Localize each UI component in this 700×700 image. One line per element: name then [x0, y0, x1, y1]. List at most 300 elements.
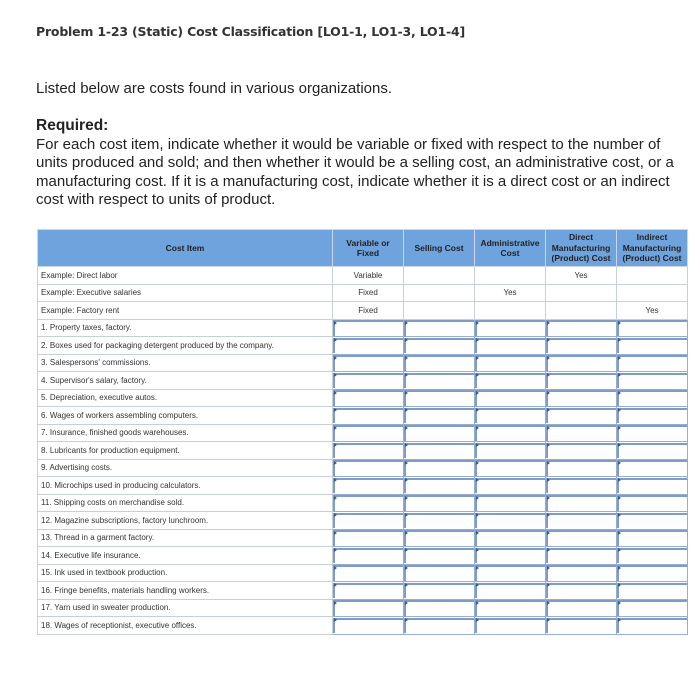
administrative-dropdown-cell[interactable] — [475, 512, 546, 530]
variable-fixed-dropdown[interactable] — [333, 618, 403, 634]
dropdown-marker-icon — [618, 478, 621, 482]
direct-dropdown-cell[interactable] — [546, 564, 617, 582]
indirect-dropdown[interactable] — [617, 548, 687, 564]
cost-item-row — [38, 337, 688, 355]
selling-dropdown[interactable] — [404, 338, 474, 354]
indirect-dropdown-cell[interactable] — [617, 407, 688, 425]
administrative-dropdown[interactable] — [475, 618, 545, 634]
variable-fixed-dropdown[interactable] — [333, 338, 403, 354]
administrative-dropdown-cell[interactable] — [475, 617, 546, 635]
variable-fixed-dropdown-cell[interactable] — [333, 389, 404, 407]
dropdown-marker-icon — [405, 583, 408, 587]
dropdown-marker-icon — [405, 426, 408, 430]
cost-item-row — [38, 477, 688, 495]
selling-dropdown[interactable] — [404, 565, 474, 581]
selling-dropdown[interactable] — [404, 460, 474, 476]
dropdown-marker-icon — [334, 496, 337, 500]
example-variable-fixed-value: Fixed — [333, 284, 404, 302]
selling-dropdown[interactable] — [404, 618, 474, 634]
indirect-dropdown[interactable] — [617, 373, 687, 389]
variable-fixed-dropdown-cell[interactable] — [333, 564, 404, 582]
dropdown-marker-icon — [547, 531, 550, 535]
selling-dropdown-cell[interactable] — [404, 529, 475, 547]
cost-item-row — [38, 424, 688, 442]
selling-dropdown[interactable] — [404, 373, 474, 389]
example-selling-value — [404, 284, 475, 302]
cost-item-row — [38, 599, 688, 617]
variable-fixed-dropdown[interactable] — [333, 408, 403, 424]
cost-item-label: Example: Factory rent — [38, 302, 333, 320]
dropdown-marker-icon — [547, 566, 550, 570]
dropdown-marker-icon — [405, 373, 408, 377]
direct-dropdown[interactable] — [546, 373, 616, 389]
required-heading: Required: — [36, 117, 109, 134]
dropdown-marker-icon — [334, 478, 337, 482]
variable-fixed-dropdown-cell[interactable] — [333, 512, 404, 530]
selling-dropdown-cell[interactable] — [404, 407, 475, 425]
selling-dropdown[interactable] — [404, 600, 474, 616]
dropdown-marker-icon — [618, 601, 621, 605]
variable-fixed-dropdown[interactable] — [333, 425, 403, 441]
direct-dropdown-cell[interactable] — [546, 494, 617, 512]
indirect-dropdown-cell[interactable] — [617, 372, 688, 390]
dropdown-marker-icon — [405, 338, 408, 342]
direct-dropdown-cell[interactable] — [546, 354, 617, 372]
direct-dropdown[interactable] — [546, 443, 616, 459]
indirect-dropdown[interactable] — [617, 443, 687, 459]
cost-item-label: 8. Lubricants for production equipment. — [38, 442, 333, 460]
example-row — [38, 302, 688, 320]
indirect-dropdown[interactable] — [617, 320, 687, 336]
dropdown-marker-icon — [547, 443, 550, 447]
indirect-dropdown[interactable] — [617, 460, 687, 476]
selling-dropdown-cell[interactable] — [404, 389, 475, 407]
variable-fixed-dropdown-cell[interactable] — [333, 424, 404, 442]
administrative-dropdown[interactable] — [475, 390, 545, 406]
example-indirect-value — [617, 267, 688, 285]
cost-item-row — [38, 547, 688, 565]
indirect-dropdown-cell[interactable] — [617, 389, 688, 407]
administrative-dropdown-cell[interactable] — [475, 529, 546, 547]
administrative-dropdown-cell[interactable] — [475, 494, 546, 512]
cost-item-label: 1. Property taxes, factory. — [38, 319, 333, 337]
dropdown-marker-icon — [334, 513, 337, 517]
administrative-dropdown[interactable] — [475, 513, 545, 529]
dropdown-marker-icon — [618, 356, 621, 360]
variable-fixed-dropdown-cell[interactable] — [333, 617, 404, 635]
indirect-dropdown[interactable] — [617, 478, 687, 494]
direct-dropdown-cell[interactable] — [546, 407, 617, 425]
dropdown-marker-icon — [547, 496, 550, 500]
direct-dropdown[interactable] — [546, 618, 616, 634]
selling-dropdown-cell[interactable] — [404, 442, 475, 460]
administrative-dropdown-cell[interactable] — [475, 424, 546, 442]
cost-item-label: 16. Fringe benefits, materials handling workers. — [38, 582, 333, 600]
example-selling-value — [404, 267, 475, 285]
dropdown-marker-icon — [618, 408, 621, 412]
administrative-dropdown[interactable] — [475, 355, 545, 371]
cost-item-label: 15. Ink used in textbook production. — [38, 564, 333, 582]
direct-dropdown[interactable] — [546, 390, 616, 406]
indirect-dropdown[interactable] — [617, 600, 687, 616]
indirect-dropdown[interactable] — [617, 408, 687, 424]
indirect-dropdown-cell[interactable] — [617, 354, 688, 372]
dropdown-marker-icon — [334, 566, 337, 570]
administrative-dropdown[interactable] — [475, 583, 545, 599]
direct-dropdown[interactable] — [546, 548, 616, 564]
dropdown-marker-icon — [547, 478, 550, 482]
indirect-dropdown-cell[interactable] — [617, 424, 688, 442]
direct-dropdown-cell[interactable] — [546, 442, 617, 460]
indirect-dropdown[interactable] — [617, 565, 687, 581]
direct-dropdown-cell[interactable] — [546, 459, 617, 477]
dropdown-marker-icon — [476, 338, 479, 342]
administrative-dropdown-cell[interactable] — [475, 337, 546, 355]
variable-fixed-dropdown[interactable] — [333, 460, 403, 476]
cost-item-label: 4. Supervisor's salary, factory. — [38, 372, 333, 390]
cost-item-label: 14. Executive life insurance. — [38, 547, 333, 565]
dropdown-marker-icon — [476, 443, 479, 447]
selling-dropdown-cell[interactable] — [404, 599, 475, 617]
cost-item-label: 18. Wages of receptionist, executive offices. — [38, 617, 333, 635]
dropdown-marker-icon — [476, 478, 479, 482]
direct-dropdown[interactable] — [546, 408, 616, 424]
direct-dropdown-cell[interactable] — [546, 512, 617, 530]
dropdown-marker-icon — [618, 461, 621, 465]
dropdown-marker-icon — [334, 583, 337, 587]
administrative-dropdown[interactable] — [475, 548, 545, 564]
dropdown-marker-icon — [405, 461, 408, 465]
administrative-dropdown[interactable] — [475, 443, 545, 459]
dropdown-marker-icon — [547, 618, 550, 622]
cost-item-label: 13. Thread in a garment factory. — [38, 529, 333, 547]
cost-item-row — [38, 582, 688, 600]
selling-dropdown[interactable] — [404, 355, 474, 371]
direct-dropdown[interactable] — [546, 600, 616, 616]
cost-item-label: 11. Shipping costs on merchandise sold. — [38, 494, 333, 512]
selling-dropdown[interactable] — [404, 530, 474, 546]
cost-item-label: 7. Insurance, finished goods warehouses. — [38, 424, 333, 442]
indirect-dropdown-cell[interactable] — [617, 617, 688, 635]
intro-text: Listed below are costs found in various organizations. — [36, 80, 393, 97]
indirect-dropdown[interactable] — [617, 425, 687, 441]
variable-fixed-dropdown-cell[interactable] — [333, 494, 404, 512]
dropdown-marker-icon — [334, 408, 337, 412]
selling-dropdown-cell[interactable] — [404, 354, 475, 372]
administrative-dropdown[interactable] — [475, 460, 545, 476]
variable-fixed-dropdown[interactable] — [333, 600, 403, 616]
required-text: For each cost item, indicate whether it would be variable or fixed with respect to the number of units produced and sold; and then whether it would be a selling cost, an administrative cost, or a manufacturing cost. If it is a manufacturing cost, indicate whether it is a direct cost or an indirect cost with respect to units of product. — [36, 136, 674, 209]
dropdown-marker-icon — [334, 391, 337, 395]
variable-fixed-dropdown-cell[interactable] — [333, 407, 404, 425]
selling-dropdown-cell[interactable] — [404, 582, 475, 600]
administrative-dropdown-cell[interactable] — [475, 389, 546, 407]
selling-dropdown-cell[interactable] — [404, 547, 475, 565]
indirect-dropdown[interactable] — [617, 530, 687, 546]
indirect-dropdown[interactable] — [617, 495, 687, 511]
dropdown-marker-icon — [405, 531, 408, 535]
dropdown-marker-icon — [547, 321, 550, 325]
variable-fixed-dropdown-cell[interactable] — [333, 372, 404, 390]
variable-fixed-dropdown[interactable] — [333, 355, 403, 371]
example-direct-value: Yes — [546, 267, 617, 285]
indirect-dropdown-cell[interactable] — [617, 547, 688, 565]
administrative-dropdown-cell[interactable] — [475, 319, 546, 337]
direct-dropdown-cell[interactable] — [546, 617, 617, 635]
variable-fixed-dropdown[interactable] — [333, 530, 403, 546]
indirect-dropdown-cell[interactable] — [617, 599, 688, 617]
selling-dropdown[interactable] — [404, 320, 474, 336]
example-indirect-value — [617, 284, 688, 302]
cost-item-row — [38, 372, 688, 390]
administrative-dropdown[interactable] — [475, 320, 545, 336]
administrative-dropdown[interactable] — [475, 565, 545, 581]
header-variable-fixed: Variable or Fixed — [333, 230, 404, 267]
indirect-dropdown[interactable] — [617, 513, 687, 529]
cost-item-label: 12. Magazine subscriptions, factory lunchroom. — [38, 512, 333, 530]
direct-dropdown[interactable] — [546, 565, 616, 581]
cost-item-label: 17. Yarn used in sweater production. — [38, 599, 333, 617]
selling-dropdown[interactable] — [404, 548, 474, 564]
indirect-dropdown[interactable] — [617, 390, 687, 406]
administrative-dropdown[interactable] — [475, 373, 545, 389]
dropdown-marker-icon — [334, 356, 337, 360]
direct-dropdown[interactable] — [546, 338, 616, 354]
administrative-dropdown-cell[interactable] — [475, 599, 546, 617]
header-cost-item: Cost Item — [38, 230, 333, 267]
direct-dropdown[interactable] — [546, 460, 616, 476]
dropdown-marker-icon — [476, 408, 479, 412]
example-variable-fixed-value: Fixed — [333, 302, 404, 320]
administrative-dropdown[interactable] — [475, 338, 545, 354]
administrative-dropdown[interactable] — [475, 478, 545, 494]
direct-dropdown-cell[interactable] — [546, 389, 617, 407]
dropdown-marker-icon — [547, 426, 550, 430]
direct-dropdown-cell[interactable] — [546, 319, 617, 337]
cost-item-label: 3. Salespersons' commissions. — [38, 354, 333, 372]
administrative-dropdown-cell[interactable] — [475, 582, 546, 600]
cost-classification-table — [37, 229, 688, 635]
variable-fixed-dropdown[interactable] — [333, 390, 403, 406]
cost-item-row — [38, 529, 688, 547]
cost-item-row — [38, 564, 688, 582]
dropdown-marker-icon — [476, 321, 479, 325]
indirect-dropdown[interactable] — [617, 338, 687, 354]
dropdown-marker-icon — [618, 443, 621, 447]
indirect-dropdown-cell[interactable] — [617, 442, 688, 460]
indirect-dropdown-cell[interactable] — [617, 459, 688, 477]
variable-fixed-dropdown-cell[interactable] — [333, 529, 404, 547]
direct-dropdown[interactable] — [546, 530, 616, 546]
direct-dropdown[interactable] — [546, 355, 616, 371]
selling-dropdown-cell[interactable] — [404, 372, 475, 390]
administrative-dropdown[interactable] — [475, 408, 545, 424]
selling-dropdown[interactable] — [404, 425, 474, 441]
indirect-dropdown-cell[interactable] — [617, 564, 688, 582]
administrative-dropdown[interactable] — [475, 600, 545, 616]
example-administrative-value — [475, 302, 546, 320]
dropdown-marker-icon — [547, 408, 550, 412]
indirect-dropdown-cell[interactable] — [617, 494, 688, 512]
selling-dropdown-cell[interactable] — [404, 424, 475, 442]
administrative-dropdown-cell[interactable] — [475, 459, 546, 477]
dropdown-marker-icon — [547, 548, 550, 552]
variable-fixed-dropdown[interactable] — [333, 373, 403, 389]
direct-dropdown-cell[interactable] — [546, 599, 617, 617]
cost-item-row — [38, 494, 688, 512]
indirect-dropdown-cell[interactable] — [617, 512, 688, 530]
direct-dropdown-cell[interactable] — [546, 477, 617, 495]
direct-dropdown-cell[interactable] — [546, 582, 617, 600]
selling-dropdown-cell[interactable] — [404, 337, 475, 355]
variable-fixed-dropdown[interactable] — [333, 565, 403, 581]
dropdown-marker-icon — [618, 496, 621, 500]
header-administrative-cost: Administrative Cost — [475, 230, 546, 267]
dropdown-marker-icon — [618, 391, 621, 395]
administrative-dropdown-cell[interactable] — [475, 477, 546, 495]
dropdown-marker-icon — [618, 583, 621, 587]
indirect-dropdown-cell[interactable] — [617, 337, 688, 355]
selling-dropdown[interactable] — [404, 443, 474, 459]
variable-fixed-dropdown[interactable] — [333, 478, 403, 494]
variable-fixed-dropdown[interactable] — [333, 583, 403, 599]
dropdown-marker-icon — [618, 566, 621, 570]
indirect-dropdown-cell[interactable] — [617, 529, 688, 547]
dropdown-marker-icon — [334, 531, 337, 535]
header-indirect-manufacturing: Indirect Manufacturing (Product) Cost — [617, 230, 688, 267]
indirect-dropdown-cell[interactable] — [617, 582, 688, 600]
dropdown-marker-icon — [547, 356, 550, 360]
dropdown-marker-icon — [405, 321, 408, 325]
variable-fixed-dropdown-cell[interactable] — [333, 442, 404, 460]
direct-dropdown-cell[interactable] — [546, 424, 617, 442]
selling-dropdown[interactable] — [404, 513, 474, 529]
administrative-dropdown-cell[interactable] — [475, 354, 546, 372]
direct-dropdown-cell[interactable] — [546, 337, 617, 355]
administrative-dropdown-cell[interactable] — [475, 442, 546, 460]
dropdown-marker-icon — [476, 356, 479, 360]
cost-item-row — [38, 407, 688, 425]
selling-dropdown-cell[interactable] — [404, 512, 475, 530]
variable-fixed-dropdown-cell[interactable] — [333, 319, 404, 337]
variable-fixed-dropdown-cell[interactable] — [333, 477, 404, 495]
dropdown-marker-icon — [618, 513, 621, 517]
dropdown-marker-icon — [405, 566, 408, 570]
variable-fixed-dropdown-cell[interactable] — [333, 582, 404, 600]
variable-fixed-dropdown[interactable] — [333, 548, 403, 564]
direct-dropdown[interactable] — [546, 320, 616, 336]
selling-dropdown-cell[interactable] — [404, 564, 475, 582]
dropdown-marker-icon — [334, 373, 337, 377]
dropdown-marker-icon — [405, 548, 408, 552]
direct-dropdown[interactable] — [546, 583, 616, 599]
direct-dropdown-cell[interactable] — [546, 372, 617, 390]
dropdown-marker-icon — [334, 426, 337, 430]
selling-dropdown[interactable] — [404, 495, 474, 511]
variable-fixed-dropdown[interactable] — [333, 513, 403, 529]
selling-dropdown[interactable] — [404, 408, 474, 424]
cost-item-row — [38, 459, 688, 477]
dropdown-marker-icon — [405, 443, 408, 447]
dropdown-marker-icon — [618, 321, 621, 325]
example-row — [38, 267, 688, 285]
selling-dropdown[interactable] — [404, 390, 474, 406]
dropdown-marker-icon — [618, 531, 621, 535]
variable-fixed-dropdown-cell[interactable] — [333, 459, 404, 477]
dropdown-marker-icon — [618, 618, 621, 622]
cost-item-label: 5. Depreciation, executive autos. — [38, 389, 333, 407]
administrative-dropdown-cell[interactable] — [475, 547, 546, 565]
selling-dropdown-cell[interactable] — [404, 459, 475, 477]
dropdown-marker-icon — [405, 408, 408, 412]
direct-dropdown[interactable] — [546, 478, 616, 494]
variable-fixed-dropdown-cell[interactable] — [333, 354, 404, 372]
dropdown-marker-icon — [476, 583, 479, 587]
variable-fixed-dropdown[interactable] — [333, 495, 403, 511]
dropdown-marker-icon — [476, 461, 479, 465]
dropdown-marker-icon — [334, 443, 337, 447]
example-selling-value — [404, 302, 475, 320]
dropdown-marker-icon — [405, 513, 408, 517]
administrative-dropdown-cell[interactable] — [475, 407, 546, 425]
cost-item-row — [38, 354, 688, 372]
variable-fixed-dropdown-cell[interactable] — [333, 337, 404, 355]
cost-item-label: 10. Microchips used in producing calculators. — [38, 477, 333, 495]
dropdown-marker-icon — [334, 601, 337, 605]
dropdown-marker-icon — [334, 618, 337, 622]
administrative-dropdown-cell[interactable] — [475, 372, 546, 390]
variable-fixed-dropdown[interactable] — [333, 320, 403, 336]
indirect-dropdown[interactable] — [617, 583, 687, 599]
dropdown-marker-icon — [476, 391, 479, 395]
indirect-dropdown-cell[interactable] — [617, 319, 688, 337]
example-variable-fixed-value: Variable — [333, 267, 404, 285]
example-indirect-value: Yes — [617, 302, 688, 320]
variable-fixed-dropdown[interactable] — [333, 443, 403, 459]
variable-fixed-dropdown-cell[interactable] — [333, 599, 404, 617]
variable-fixed-dropdown-cell[interactable] — [333, 547, 404, 565]
administrative-dropdown[interactable] — [475, 495, 545, 511]
selling-dropdown-cell[interactable] — [404, 477, 475, 495]
cost-item-row — [38, 617, 688, 635]
selling-dropdown-cell[interactable] — [404, 319, 475, 337]
administrative-dropdown-cell[interactable] — [475, 564, 546, 582]
selling-dropdown[interactable] — [404, 583, 474, 599]
administrative-dropdown[interactable] — [475, 425, 545, 441]
direct-dropdown[interactable] — [546, 513, 616, 529]
selling-dropdown[interactable] — [404, 478, 474, 494]
dropdown-marker-icon — [476, 513, 479, 517]
dropdown-marker-icon — [547, 461, 550, 465]
dropdown-marker-icon — [334, 461, 337, 465]
dropdown-marker-icon — [547, 513, 550, 517]
direct-dropdown[interactable] — [546, 425, 616, 441]
cost-item-label: 9. Advertising costs. — [38, 459, 333, 477]
selling-dropdown-cell[interactable] — [404, 617, 475, 635]
direct-dropdown[interactable] — [546, 495, 616, 511]
direct-dropdown-cell[interactable] — [546, 547, 617, 565]
administrative-dropdown[interactable] — [475, 530, 545, 546]
dropdown-marker-icon — [334, 321, 337, 325]
selling-dropdown-cell[interactable] — [404, 494, 475, 512]
indirect-dropdown[interactable] — [617, 355, 687, 371]
cost-item-row — [38, 512, 688, 530]
dropdown-marker-icon — [405, 618, 408, 622]
direct-dropdown-cell[interactable] — [546, 529, 617, 547]
indirect-dropdown-cell[interactable] — [617, 477, 688, 495]
indirect-dropdown[interactable] — [617, 618, 687, 634]
cost-item-label: 2. Boxes used for packaging detergent produced by the company. — [38, 337, 333, 355]
